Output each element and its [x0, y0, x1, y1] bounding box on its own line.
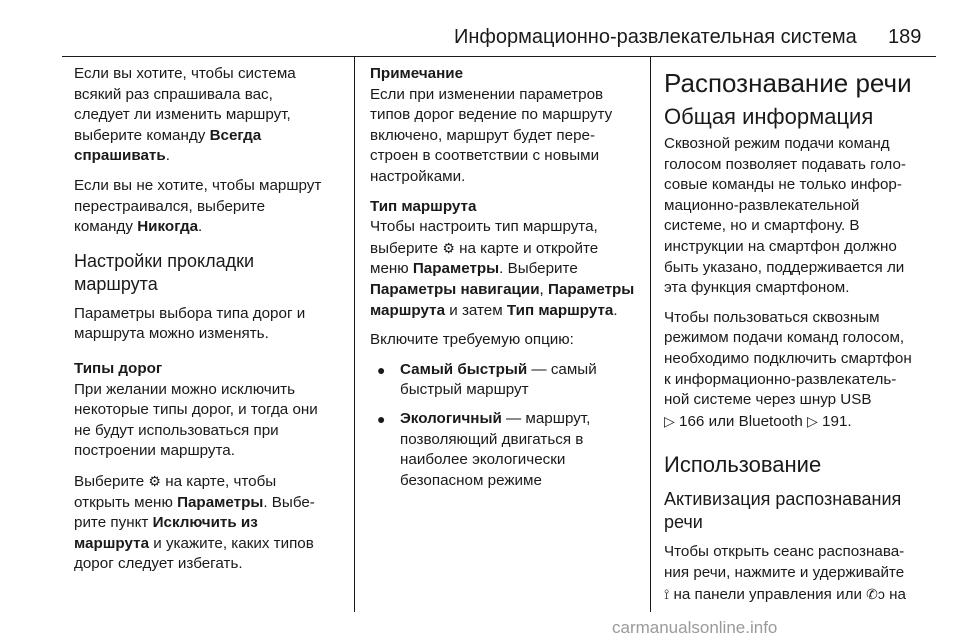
- paragraph-passthrough: Сквозной режим подачи команд голосом позволяет подавать голо- совые команды не только инфор- мационно-развлекательной системе, но и смартфону. В инструкции на смартфон должно быть указано, поддерживается ли эта функция смартфоном.: [664, 135, 906, 297]
- option-ask: спрашивать: [74, 147, 166, 165]
- header-rule: [62, 56, 936, 57]
- heading-general-info: Общая информация: [664, 104, 874, 129]
- heading-route-type: Тип маршрута: [370, 197, 477, 215]
- heading-road-types: Типы дорог: [74, 359, 163, 377]
- column-divider-1: [354, 57, 355, 612]
- list-item: ● Самый быстрый — самый быстрый маршрут: [377, 360, 597, 399]
- heading-usage: Использование: [664, 452, 822, 478]
- heading-speech-recognition: Распознавание речи: [664, 68, 912, 98]
- column-3: [664, 64, 936, 614]
- page-ref-bluetooth[interactable]: 191: [822, 412, 848, 430]
- paragraph-exclude: Выберите ⚙ на карте, чтобы открыть меню Параметры. Выбе- рите пункт Исключить из маршрута и укажите, каких типов дорог следует избегать.: [74, 472, 315, 573]
- option-always: Всегда: [209, 126, 262, 144]
- route-options-list: [370, 360, 636, 492]
- option-never: Никогда: [137, 218, 199, 236]
- paragraph-route-params: Параметры выбора типа дорог и маршрута можно изменять.: [74, 304, 306, 343]
- heading-activate: Активизация распознавания речи: [664, 489, 902, 533]
- bullet-icon: ●: [377, 361, 386, 378]
- item-route: маршрута: [74, 534, 150, 552]
- running-title: Информационно-развлекательная система: [454, 26, 857, 48]
- reference-icon: ▷: [807, 412, 818, 429]
- settings-icon: ⚙: [148, 472, 161, 489]
- reference-icon: ▷: [664, 412, 675, 429]
- note-title: Примечание: [370, 65, 464, 82]
- paragraph-road-types: При желании можно исключить некоторые типы дорог, и тогда они не будут использоваться при построении маршрута.: [74, 380, 318, 460]
- settings-icon: ⚙: [442, 239, 455, 256]
- paragraph-route-type: Чтобы настроить тип маршрута, выберите ⚙ на карте и откройте меню Параметры. Выберите Параметры навигации, Параметры маршрута и затем Тип маршрута.: [370, 218, 635, 319]
- voice-icon: ⟟: [664, 585, 670, 602]
- list-item: ● Экологичный — маршрут, позволяющий двигаться в наиболее экологически безопасном режиме: [377, 409, 591, 489]
- column-divider-2: [650, 57, 651, 612]
- column-1: [74, 64, 346, 584]
- menu-parameters: Параметры: [177, 493, 264, 511]
- phone-voice-icon: ✆ↄ: [866, 585, 885, 602]
- heading-route-settings: Настройки прокладки маршрута: [74, 250, 255, 294]
- bullet-icon: ●: [377, 410, 386, 427]
- note-text: Если при изменении параметров типов дорог ведение по маршруту включено, маршрут будет пере- строен в соответствии с новыми настройками.: [370, 85, 613, 185]
- paragraph-open-session: Чтобы открыть сеанс распознава- ния речи, нажмите и удерживайте ⟟ на панели управления или ✆ↄ на: [664, 543, 906, 603]
- paragraph-never: Если вы не хотите, чтобы маршрут перестраивался, выберите команду Никогда.: [74, 176, 322, 236]
- page-header: [0, 0, 960, 58]
- watermark: carmanualsonline.info: [612, 618, 778, 637]
- page-ref-usb[interactable]: 166: [679, 412, 705, 430]
- paragraph-always-ask: Если вы хотите, чтобы система всякий раз спрашивала вас, следует ли изменить маршрут, выберите команду Всегда спрашивать.: [74, 65, 296, 165]
- paragraph-connect: Чтобы пользоваться сквозным режимом подачи команд голосом, необходимо подключить смартфон к информационно-развлекатель- ной системе через шнур USB ▷ 166 или Bluetooth ▷ 191.: [664, 308, 912, 430]
- column-2: [370, 64, 636, 499]
- paragraph-choose-option: Включите требуемую опцию:: [370, 331, 574, 349]
- item-exclude: Исключить из: [152, 514, 258, 532]
- page-number: 189: [888, 26, 922, 48]
